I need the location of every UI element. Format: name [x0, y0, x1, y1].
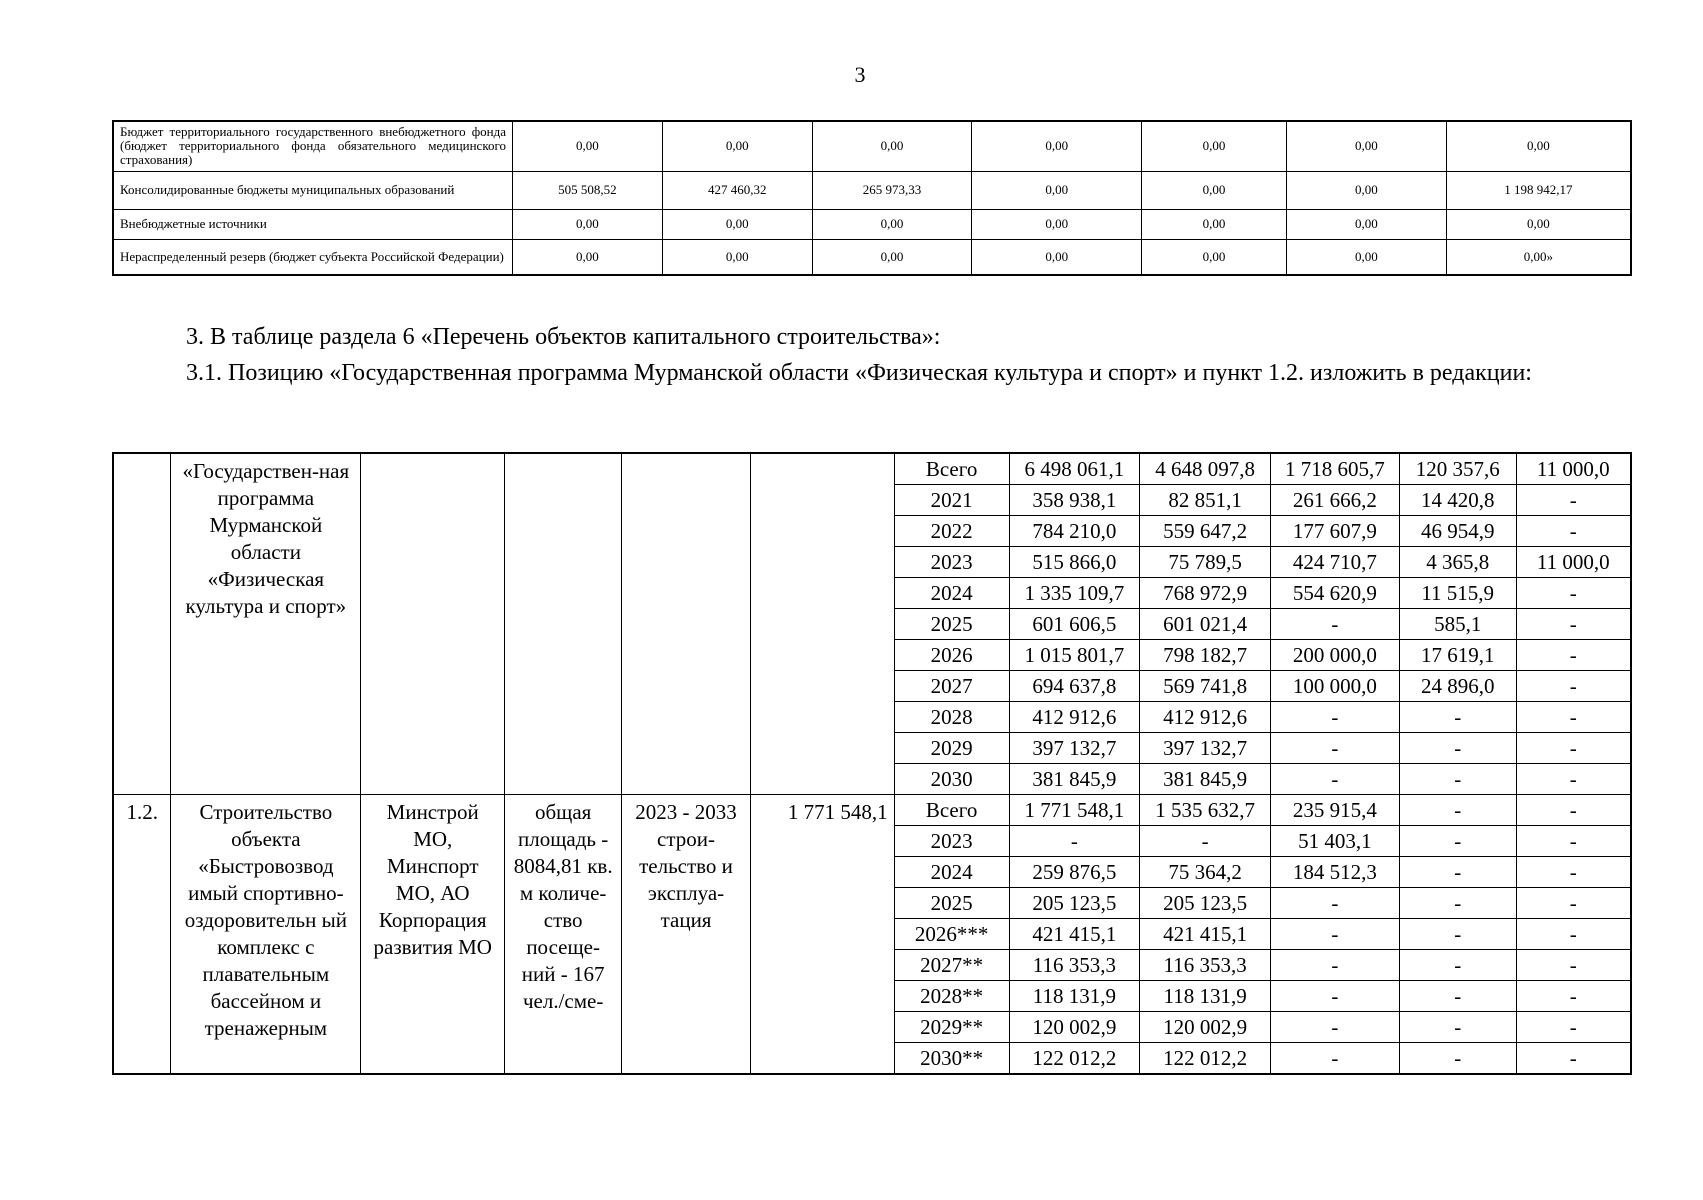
amount-cell: -: [1399, 981, 1516, 1012]
amount-cell: -: [1516, 578, 1631, 609]
amount-cell: 0,00: [1446, 121, 1631, 171]
program-period: [622, 453, 751, 795]
amount-cell: 120 002,9: [1140, 1012, 1271, 1043]
program-number: [113, 453, 171, 795]
amount-cell: 75 364,2: [1140, 857, 1271, 888]
amount-cell: 412 912,6: [1009, 702, 1140, 733]
program-cost: [750, 453, 894, 795]
amount-cell: 1 015 801,7: [1009, 640, 1140, 671]
amount-cell: 381 845,9: [1140, 764, 1271, 795]
amount-cell: 51 403,1: [1271, 826, 1400, 857]
table-row: [113, 453, 1631, 485]
amount-cell: -: [1516, 764, 1631, 795]
amount-cell: -: [1271, 981, 1400, 1012]
amount-cell: 122 012,2: [1009, 1043, 1140, 1075]
amount-cell: -: [1399, 857, 1516, 888]
amount-cell: 259 876,5: [1009, 857, 1140, 888]
year-cell: 2027: [894, 671, 1009, 702]
amount-cell: 17 619,1: [1399, 640, 1516, 671]
amount-cell: -: [1516, 919, 1631, 950]
amount-cell: -: [1516, 1012, 1631, 1043]
amount-cell: 0,00: [1446, 209, 1631, 239]
amount-cell: -: [1516, 485, 1631, 516]
year-cell: Всего: [894, 795, 1009, 826]
amount-cell: 205 123,5: [1009, 888, 1140, 919]
amount-cell: 116 353,3: [1140, 950, 1271, 981]
row-label: Консолидированные бюджеты муниципальных образований: [113, 171, 513, 209]
amount-cell: -: [1399, 1012, 1516, 1043]
amount-cell: -: [1399, 1043, 1516, 1075]
amount-cell: -: [1516, 516, 1631, 547]
amount-cell: 397 132,7: [1009, 733, 1140, 764]
amount-cell: 505 508,52: [513, 171, 663, 209]
amount-cell: 1 335 109,7: [1009, 578, 1140, 609]
amount-cell: 397 132,7: [1140, 733, 1271, 764]
table-row: [113, 171, 1631, 209]
item-number: 1.2.: [113, 795, 171, 1075]
year-cell: Всего: [894, 453, 1009, 485]
amount-cell: 118 131,9: [1009, 981, 1140, 1012]
amount-cell: -: [1516, 857, 1631, 888]
amount-cell: -: [1516, 888, 1631, 919]
amount-cell: -: [1516, 795, 1631, 826]
table-row: [113, 795, 1631, 826]
amount-cell: 0,00: [1286, 121, 1446, 171]
amount-cell: 601 606,5: [1009, 609, 1140, 640]
amount-cell: 424 710,7: [1271, 547, 1400, 578]
amount-cell: -: [1271, 919, 1400, 950]
amount-cell: -: [1399, 919, 1516, 950]
amount-cell: -: [1271, 1012, 1400, 1043]
year-cell: 2026: [894, 640, 1009, 671]
amount-cell: -: [1399, 826, 1516, 857]
amount-cell: 0,00: [812, 121, 972, 171]
program-capacity: [505, 453, 622, 795]
amount-cell: 0,00: [513, 239, 663, 275]
item-cost: 1 771 548,1: [750, 795, 894, 1075]
amount-cell: 0,00: [513, 121, 663, 171]
item-period: 2023 - 2033 строи-тельство и эксплуа-тация: [622, 795, 751, 1075]
amount-cell: 1 198 942,17: [1446, 171, 1631, 209]
item-executor: Минстрой МО, Минспорт МО, АО Корпорация развития МО: [361, 795, 505, 1075]
amount-cell: 0,00»: [1446, 239, 1631, 275]
row-label: Внебюджетные источники: [113, 209, 513, 239]
year-cell: 2023: [894, 826, 1009, 857]
amount-cell: 118 131,9: [1140, 981, 1271, 1012]
amount-cell: 0,00: [662, 121, 812, 171]
amount-cell: -: [1516, 733, 1631, 764]
amount-cell: 694 637,8: [1009, 671, 1140, 702]
amount-cell: 14 420,8: [1399, 485, 1516, 516]
year-cell: 2030**: [894, 1043, 1009, 1075]
amount-cell: 1 771 548,1: [1009, 795, 1140, 826]
amount-cell: 421 415,1: [1009, 919, 1140, 950]
amount-cell: 75 789,5: [1140, 547, 1271, 578]
amount-cell: -: [1271, 702, 1400, 733]
row-label: Нераспределенный резерв (бюджет субъекта Российской Федерации): [113, 239, 513, 275]
amount-cell: -: [1399, 764, 1516, 795]
year-cell: 2022: [894, 516, 1009, 547]
amount-cell: -: [1009, 826, 1140, 857]
amount-cell: 205 123,5: [1140, 888, 1271, 919]
amount-cell: 1 718 605,7: [1271, 453, 1400, 485]
year-cell: 2029**: [894, 1012, 1009, 1043]
amount-cell: 0,00: [972, 171, 1142, 209]
amount-cell: 421 415,1: [1140, 919, 1271, 950]
amount-cell: -: [1516, 826, 1631, 857]
section-6-paragraph: 3. В таблице раздела 6 «Перечень объектов капитального строительства»:: [186, 324, 941, 350]
amount-cell: 177 607,9: [1271, 516, 1400, 547]
amount-cell: -: [1399, 733, 1516, 764]
year-cell: 2025: [894, 888, 1009, 919]
amount-cell: 82 851,1: [1140, 485, 1271, 516]
amount-cell: 11 000,0: [1516, 547, 1631, 578]
amount-cell: 412 912,6: [1140, 702, 1271, 733]
year-cell: 2027**: [894, 950, 1009, 981]
year-cell: 2024: [894, 857, 1009, 888]
page-number: 3: [854, 62, 866, 87]
table-row: [113, 121, 1631, 171]
amount-cell: 381 845,9: [1009, 764, 1140, 795]
amount-cell: -: [1516, 702, 1631, 733]
amount-cell: -: [1516, 609, 1631, 640]
amount-cell: 0,00: [662, 209, 812, 239]
program-executor: [361, 453, 505, 795]
table-row: [113, 239, 1631, 275]
amount-cell: 0,00: [1142, 209, 1287, 239]
amount-cell: -: [1271, 609, 1400, 640]
amount-cell: -: [1271, 733, 1400, 764]
amount-cell: -: [1516, 981, 1631, 1012]
amount-cell: 0,00: [1142, 171, 1287, 209]
amount-cell: 265 973,33: [812, 171, 972, 209]
amount-cell: 4 648 097,8: [1140, 453, 1271, 485]
program-name: «Государствен-ная программа Мурманской области «Физическая культура и спорт»: [171, 453, 361, 795]
amount-cell: 569 741,8: [1140, 671, 1271, 702]
amount-cell: 768 972,9: [1140, 578, 1271, 609]
amount-cell: 0,00: [1286, 209, 1446, 239]
capital-construction-table: [112, 452, 1632, 1075]
amount-cell: -: [1399, 888, 1516, 919]
amount-cell: 0,00: [1142, 121, 1287, 171]
year-cell: 2028**: [894, 981, 1009, 1012]
amount-cell: 798 182,7: [1140, 640, 1271, 671]
amount-cell: 784 210,0: [1009, 516, 1140, 547]
amount-cell: 0,00: [513, 209, 663, 239]
amount-cell: 0,00: [972, 121, 1142, 171]
amount-cell: -: [1271, 888, 1400, 919]
amount-cell: -: [1516, 640, 1631, 671]
amount-cell: 120 002,9: [1009, 1012, 1140, 1043]
amount-cell: -: [1271, 1043, 1400, 1075]
amount-cell: 427 460,32: [662, 171, 812, 209]
amount-cell: -: [1399, 950, 1516, 981]
year-cell: 2029: [894, 733, 1009, 764]
amount-cell: -: [1516, 950, 1631, 981]
item-capacity: общая площадь - 8084,81 кв. м количе-ство посеще-ний - 167 чел./сме-: [505, 795, 622, 1075]
row-label: Бюджет территориального государственного внебюджетного фонда (бюджет территориального фонда обязательного медицинского страхования): [113, 121, 513, 171]
funding-sources-table: [112, 120, 1632, 276]
amount-cell: 120 357,6: [1399, 453, 1516, 485]
amount-cell: 0,00: [972, 209, 1142, 239]
amount-cell: -: [1516, 1043, 1631, 1075]
amount-cell: 0,00: [1286, 171, 1446, 209]
amount-cell: 0,00: [1286, 239, 1446, 275]
amount-cell: 24 896,0: [1399, 671, 1516, 702]
table-row: [113, 209, 1631, 239]
amount-cell: 46 954,9: [1399, 516, 1516, 547]
amount-cell: 100 000,0: [1271, 671, 1400, 702]
year-cell: 2028: [894, 702, 1009, 733]
amount-cell: 200 000,0: [1271, 640, 1400, 671]
year-cell: 2023: [894, 547, 1009, 578]
amount-cell: 559 647,2: [1140, 516, 1271, 547]
amount-cell: 554 620,9: [1271, 578, 1400, 609]
year-cell: 2024: [894, 578, 1009, 609]
amount-cell: 585,1: [1399, 609, 1516, 640]
amount-cell: 11 515,9: [1399, 578, 1516, 609]
amount-cell: 4 365,8: [1399, 547, 1516, 578]
amount-cell: 235 915,4: [1271, 795, 1400, 826]
amount-cell: 6 498 061,1: [1009, 453, 1140, 485]
amount-cell: 358 938,1: [1009, 485, 1140, 516]
year-cell: 2021: [894, 485, 1009, 516]
amount-cell: 0,00: [812, 209, 972, 239]
year-cell: 2030: [894, 764, 1009, 795]
amount-cell: 601 021,4: [1140, 609, 1271, 640]
amount-cell: 261 666,2: [1271, 485, 1400, 516]
amount-cell: -: [1140, 826, 1271, 857]
item-3-1-paragraph: 3.1. Позицию «Государственная программа Мурманской области «Физическая культура и спорт» и пункт 1.2. изложить в редакции:: [186, 360, 1532, 386]
amount-cell: 184 512,3: [1271, 857, 1400, 888]
amount-cell: -: [1271, 764, 1400, 795]
amount-cell: 11 000,0: [1516, 453, 1631, 485]
year-cell: 2026***: [894, 919, 1009, 950]
amount-cell: 1 535 632,7: [1140, 795, 1271, 826]
amount-cell: -: [1516, 671, 1631, 702]
amount-cell: 0,00: [1142, 239, 1287, 275]
amount-cell: -: [1271, 950, 1400, 981]
amount-cell: 0,00: [972, 239, 1142, 275]
amount-cell: -: [1399, 795, 1516, 826]
amount-cell: 515 866,0: [1009, 547, 1140, 578]
amount-cell: 116 353,3: [1009, 950, 1140, 981]
amount-cell: 0,00: [662, 239, 812, 275]
amount-cell: -: [1399, 702, 1516, 733]
year-cell: 2025: [894, 609, 1009, 640]
item-name: Строительство объекта «Быстровозвод имый спортивно-оздоровительн ый комплекс с плавательным бассейном и тренажерным: [171, 795, 361, 1075]
amount-cell: 0,00: [812, 239, 972, 275]
amount-cell: 122 012,2: [1140, 1043, 1271, 1075]
